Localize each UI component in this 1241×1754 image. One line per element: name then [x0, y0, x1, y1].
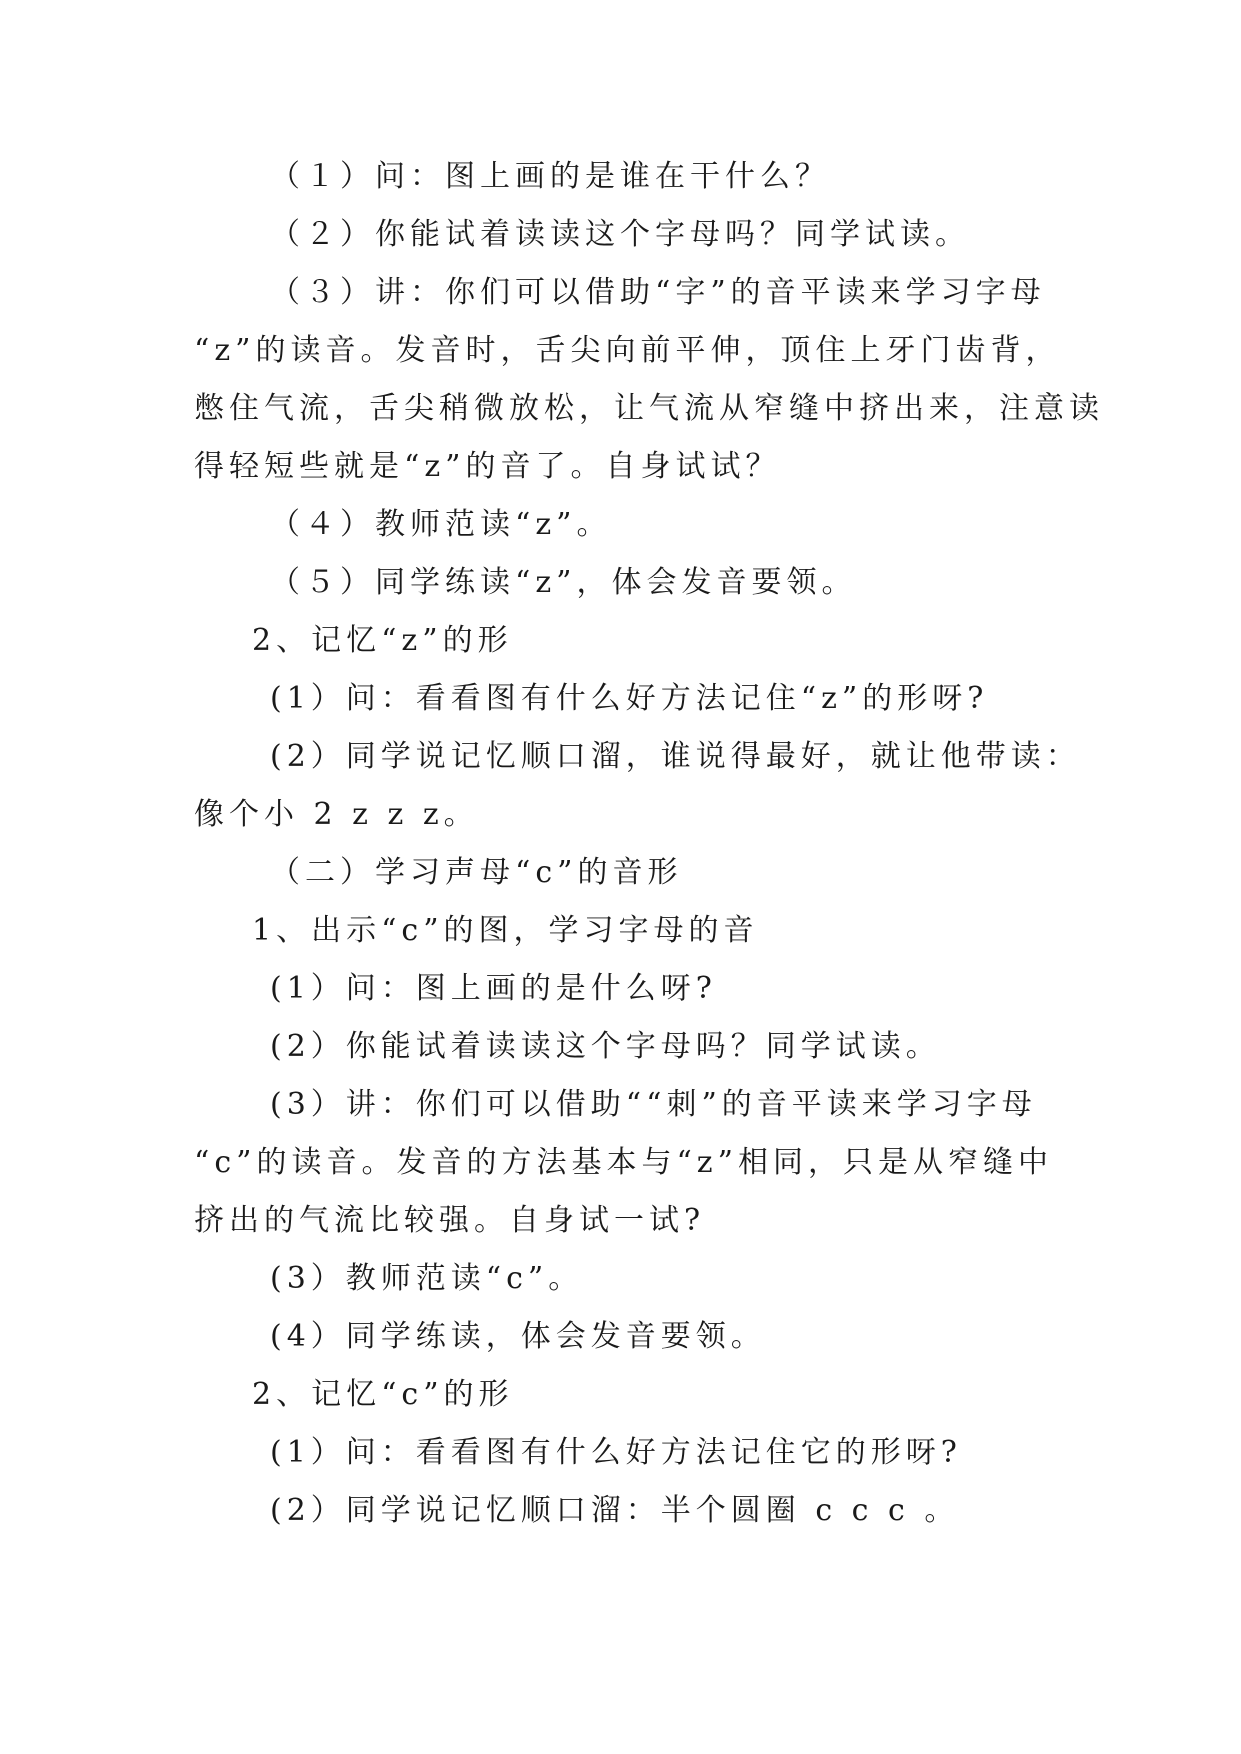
- paragraph-line: “z”的读音。发音时，舌尖向前平伸，顶住上牙门齿背，: [194, 333, 1061, 368]
- paragraph-line: 得轻短些就是“z”的音了。自身试试？: [194, 449, 781, 484]
- paragraph-line: (1）问：图上画的是什么呀?: [270, 971, 717, 1006]
- section-heading: 2、记忆“c”的形: [252, 1377, 514, 1412]
- paragraph-line: “c”的读音。发音的方法基本与“z”相同，只是从窄缝中: [194, 1145, 1053, 1180]
- paragraph-line: （１）问：图上画的是谁在干什么？: [270, 159, 830, 194]
- paragraph-line: (2）同学说记忆顺口溜，谁说得最好，就让他带读：: [270, 739, 1081, 774]
- paragraph-line: (2）同学说记忆顺口溜：半个圆圈 c c c 。: [270, 1493, 960, 1528]
- paragraph-line: (1）问：看看图有什么好方法记住它的形呀?: [270, 1435, 962, 1470]
- paragraph-line: （５）同学练读“z”，体会发音要领。: [270, 565, 857, 600]
- paragraph-line: 像个小 2 z z z。: [194, 797, 479, 832]
- section-heading: （二）学习声母“c”的音形: [270, 855, 683, 890]
- paragraph-line: （２）你能试着读读这个字母吗？同学试读。: [270, 217, 970, 252]
- section-heading: 2、记忆“z”的形: [252, 623, 513, 658]
- paragraph-line: (2）你能试着读读这个字母吗？同学试读。: [270, 1029, 941, 1064]
- paragraph-line: (1）问：看看图有什么好方法记住“z”的形呀?: [270, 681, 989, 716]
- paragraph-line: (4）同学练读，体会发音要领。: [270, 1319, 766, 1354]
- paragraph-line: 憋住气流，舌尖稍微放松，让气流从窄缝中挤出来，注意读: [194, 391, 1104, 426]
- paragraph-line: (3）讲：你们可以借助““刺”的音平读来学习字母: [270, 1087, 1037, 1122]
- paragraph-line: (3）教师范读“c”。: [270, 1261, 584, 1296]
- section-heading: 1、出示“c”的图，学习字母的音: [252, 913, 759, 948]
- document-body: [194, 157, 1104, 1549]
- paragraph-line: （４）教师范读“z”。: [270, 507, 612, 542]
- paragraph-line: 挤出的气流比较强。自身试一试?: [194, 1203, 706, 1238]
- paragraph-line: （３）讲：你们可以借助“字”的音平读来学习字母: [270, 275, 1046, 310]
